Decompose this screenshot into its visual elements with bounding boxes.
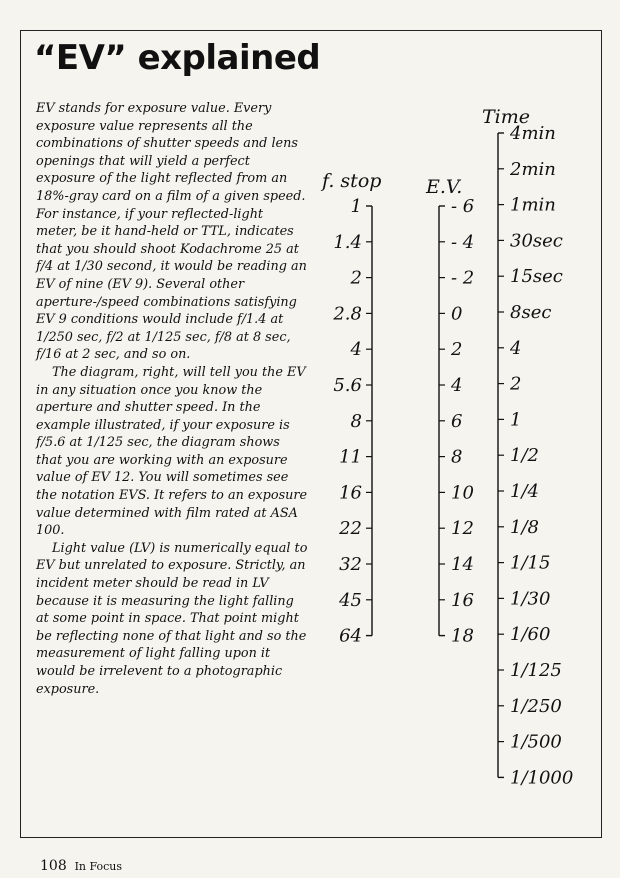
fstop-heading: f. stop: [322, 170, 382, 192]
fstop-label: 45: [339, 589, 362, 611]
ev-label: 12: [451, 518, 474, 540]
page-number: 108: [40, 858, 67, 874]
ev-label: 6: [451, 410, 463, 432]
article-paragraph: Light value (LV) is numerically equal to EV but unrelated to exposure. Strictly, an incident meter should be read in LV because it is measuring the light falling at some point in space. That point might be reflecting none of that light and so the measurement of light falling upon it would be irrelevent to a photographic exposure.: [36, 540, 308, 697]
time-label: 8sec: [510, 302, 552, 323]
fstop-label: 8: [350, 410, 362, 432]
fstop-label: 4: [350, 339, 362, 361]
ev-label: 8: [451, 446, 463, 468]
ev-label: 4: [451, 375, 463, 396]
ev-label: 0: [451, 303, 463, 325]
time-label: 2: [510, 373, 522, 395]
fstop-label: 2.8: [333, 303, 362, 325]
time-label: 1/60: [510, 624, 551, 646]
article-paragraph: EV stands for exposure value. Every exposure value represents all the combinations of shutter speeds and lens openings that will yield a perfect exposure of the light reflected from an 18%-gray card on a film of a given speed. For instance, if your reflected-light meter, be it hand-held or TTL, indicates that you should shoot Kodachrome 25 at f/4 at 1/30 second, it would be reading an EV of nine (EV 9). Several other aperture-/speed combinations satisfying EV 9 conditions would include f/1.4 at 1/250 sec, f/2 at 1/125 sec, f/8 at 8 sec, f/16 at 2 sec, and so on.: [36, 101, 307, 363]
time-label: 1/8: [510, 516, 539, 538]
ev-heading: E.V.: [426, 176, 463, 198]
time-label: 1: [510, 409, 522, 431]
time-label: 1/2: [510, 445, 539, 467]
time-label: 1/500: [510, 731, 562, 753]
time-label: 4min: [510, 123, 556, 144]
page-footer: [40, 858, 122, 874]
ev-label: 18: [451, 625, 474, 647]
time-label: 1/1000: [510, 767, 574, 789]
magazine-name: In Focus: [74, 860, 123, 873]
fstop-label: 5.6: [333, 375, 362, 396]
fstop-label: 1.4: [333, 231, 362, 253]
article-paragraph: The diagram, right, will tell you the EV in any situation once you know the aperture and shutter speed. In the example illustrated, if your exposure is f/5.6 at 1/125 sec, the diagram shows that you are working with an exposure value of EV 12. You will sometimes see the notation EVS. It refers to an exposure value determined with film rated at ASA 100.: [36, 364, 308, 539]
time-label: 1/250: [510, 695, 562, 717]
ev-label: - 2: [451, 267, 475, 289]
time-label: 1min: [510, 194, 556, 216]
fstop-label: 32: [339, 554, 362, 575]
time-label: 30sec: [510, 230, 563, 252]
diagram-scales: [332, 123, 573, 788]
fstop-label: 11: [339, 446, 362, 468]
time-label: 15sec: [510, 266, 563, 288]
fstop-label: 22: [339, 518, 362, 540]
time-heading: Time: [482, 106, 531, 128]
fstop-label: 16: [339, 482, 362, 504]
ev-label: 10: [451, 482, 474, 504]
time-label: 1/15: [510, 552, 551, 574]
fstop-label: 1: [350, 196, 362, 217]
ev-label: 2: [451, 339, 463, 361]
time-label: 4: [510, 337, 522, 359]
page-title: “EV” explained: [34, 38, 321, 78]
ev-label: - 4: [451, 231, 475, 253]
ev-label: 14: [451, 554, 474, 575]
fstop-label: 64: [339, 625, 362, 647]
fstop-label: 2: [350, 267, 362, 289]
time-label: 1/125: [510, 660, 562, 681]
ev-label: - 6: [451, 196, 475, 217]
time-label: 2min: [510, 158, 556, 180]
time-label: 1/4: [510, 481, 539, 502]
ev-label: 16: [451, 589, 474, 611]
time-label: 1/30: [510, 588, 551, 610]
